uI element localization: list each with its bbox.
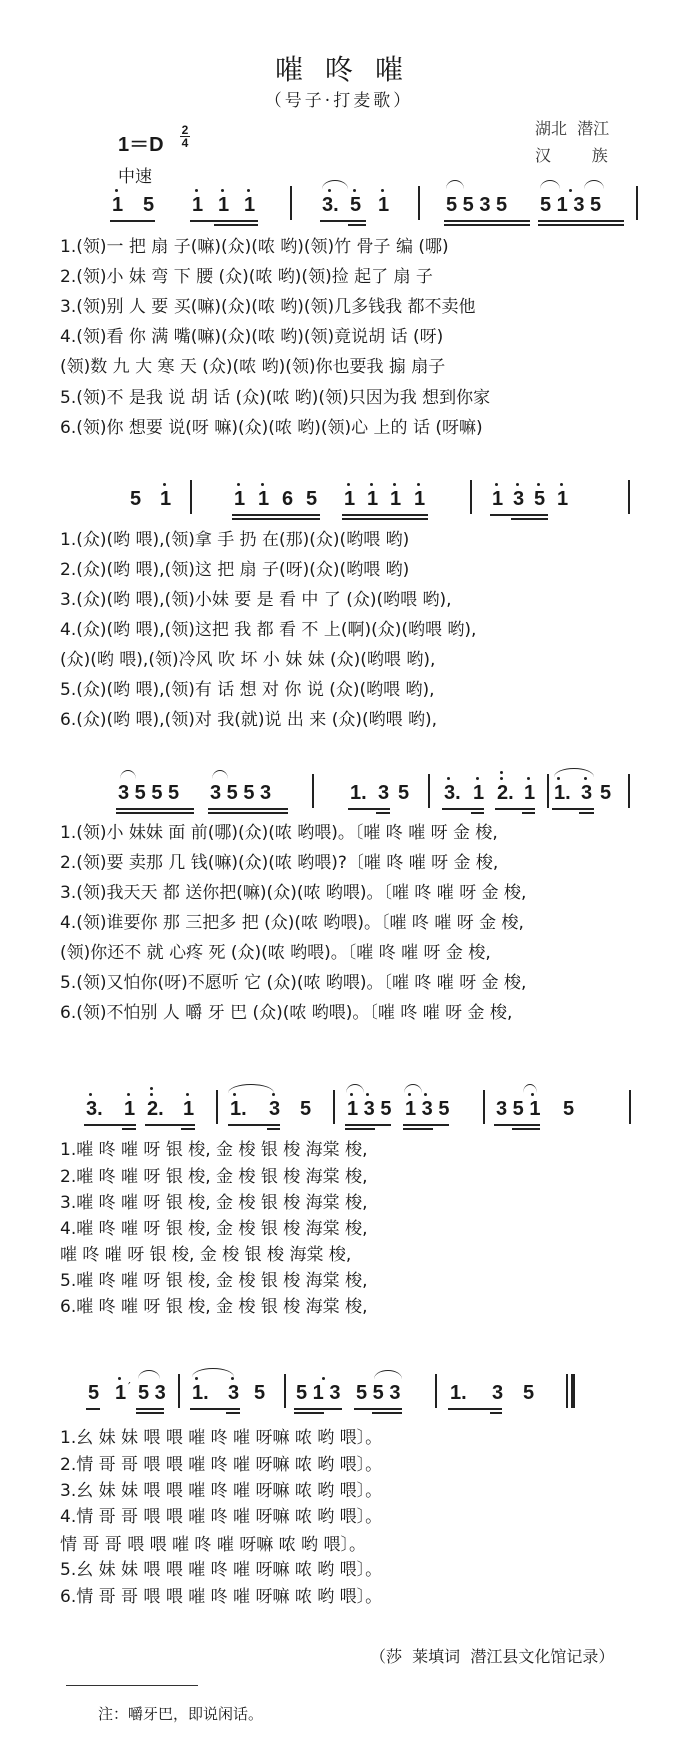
lyric-row: 4.(领)谁要你 那 三把多 把 (众)(哝 哟喂)。〔嗺 咚 嗺 呀 金 梭, (60, 913, 524, 933)
barline (216, 1090, 218, 1124)
barline (636, 186, 638, 220)
tempo-marking: 中速 (118, 167, 152, 187)
barline (628, 480, 630, 514)
lyric-row: (众)(哟 喂),(领)冷风 吹 坏 小 妹 妹 (众)(哟喂 哟), (60, 650, 436, 670)
lyric-row: (领)数 九 大 寒 天 (众)(哝 哟)(领)你也要我 搧 扇子 (60, 357, 446, 377)
barline (333, 1090, 335, 1124)
lyric-row: 4.嗺 咚 嗺 呀 银 梭, 金 梭 银 梭 海棠 梭, (60, 1219, 368, 1239)
lyric-row: 2.(众)(哟 喂),(领)这 把 扇 子(呀)(众)(哟喂 哟) (60, 560, 410, 580)
notation-line-1: 1 5 1 1 1 3. 5 1 5 5 3 5 5 1 3 5 (0, 194, 678, 234)
lyric-row: 1.(众)(哟 喂),(领)拿 手 扔 在(那)(众)(哟喂 哟) (60, 530, 410, 550)
barline (312, 774, 314, 808)
lyric-row: 3.(领)我天天 都 送你把(嘛)(众)(哝 哟喂)。〔嗺 咚 嗺 呀 金 梭, (60, 883, 527, 903)
notation-line-3: 3 5 5 5 3 5 5 3 1. 3 5 3. 1 2. 1 1. 3 5 (0, 782, 678, 822)
lyric-row: 3.嗺 咚 嗺 呀 银 梭, 金 梭 银 梭 海棠 梭, (60, 1193, 368, 1213)
lyric-row: 5.(领)又怕你(呀)不愿听 它 (众)(哝 哟喂)。〔嗺 咚 嗺 呀 金 梭, (60, 973, 527, 993)
footnote: 注：嚼牙巴，即说闲话。 (98, 1705, 264, 1723)
lyric-row: 5.(领)不 是我 说 胡 话 (众)(哝 哟)(领)只因为我 想到你家 (60, 388, 491, 408)
barline (428, 774, 430, 808)
lyric-row: 6.(领)不怕别 人 嚼 牙 巴 (众)(哝 哟喂)。〔嗺 咚 嗺 呀 金 梭, (60, 1003, 513, 1023)
barline (628, 774, 630, 808)
lyric-row: 2.(领)小 妹 弯 下 腰 (众)(哝 哟)(领)捡 起了 扇 子 (60, 267, 433, 287)
lyric-row: 1.幺 妹 妹 喂 喂 嗺 咚 嗺 呀嘛 哝 哟 喂〕。 (60, 1428, 383, 1448)
barline (470, 480, 472, 514)
lyric-row: 5.(众)(哟 喂),(领)有 话 想 对 你 说 (众)(哟喂 哟), (60, 680, 435, 700)
song-subtitle: （号子·打麦歌） (264, 91, 414, 111)
barline (178, 1374, 180, 1408)
lyric-row: 嗺 咚 嗺 呀 银 梭, 金 梭 银 梭 海棠 梭, (60, 1245, 352, 1265)
lyric-row: 6.情 哥 哥 喂 喂 嗺 咚 嗺 呀嘛 哝 哟 喂〕。 (60, 1587, 383, 1607)
lyric-row: 1.(领)一 把 扇 子(嘛)(众)(哝 哟)(领)竹 骨子 编 (哪) (60, 237, 449, 257)
lyric-row: 5.幺 妹 妹 喂 喂 嗺 咚 嗺 呀嘛 哝 哟 喂〕。 (60, 1560, 383, 1580)
notation-line-5: 5 1 ′ 5 3 1. 3 5 5 1 3 5 5 3 1. 3 5 (0, 1382, 678, 1422)
lyric-row: 1.(领)小 妹妹 面 前(哪)(众)(哝 哟喂)。〔嗺 咚 嗺 呀 金 梭, (60, 823, 498, 843)
lyric-row: 4.情 哥 哥 喂 喂 嗺 咚 嗺 呀嘛 哝 哟 喂〕。 (60, 1507, 383, 1527)
region-origin: 湖北 潜江 (535, 119, 610, 138)
lyric-row: (领)你还不 就 心疼 死 (众)(哝 哟喂)。〔嗺 咚 嗺 呀 金 梭, (60, 943, 491, 963)
barline (284, 1374, 286, 1408)
lyric-row: 6.(领)你 想要 说(呀 嘛)(众)(哝 哟)(领)心 上的 话 (呀嘛) (60, 418, 483, 438)
credit-line: （莎 莱填词 潜江县文化馆记录） (370, 1647, 615, 1666)
song-title: 嗺咚嗺 (274, 53, 425, 86)
lyric-row: 3.(领)别 人 要 买(嘛)(众)(哝 哟)(领)几多钱我 都不卖他 (60, 297, 476, 317)
notation-line-2: 5 1 1 1 6 5 1 1 1 1 1 3 5 1 (0, 488, 678, 528)
barline (418, 186, 420, 220)
lyric-row: 2.情 哥 哥 喂 喂 嗺 咚 嗺 呀嘛 哝 哟 喂〕。 (60, 1455, 383, 1475)
barline (190, 480, 192, 514)
lyric-row: 3.(众)(哟 喂),(领)小妹 要 是 看 中 了 (众)(哟喂 哟), (60, 590, 452, 610)
barline (629, 1090, 631, 1124)
lyric-row: 1.嗺 咚 嗺 呀 银 梭, 金 梭 银 梭 海棠 梭, (60, 1140, 368, 1160)
notation-line-4: 3. 1 2. 1 1. 3 5 1 3 5 1 3 5 3 5 1 5 (0, 1098, 678, 1138)
lyric-row: 6.(众)(哟 喂),(领)对 我(就)说 出 来 (众)(哟喂 哟), (60, 710, 438, 730)
final-barline (571, 1374, 575, 1408)
barline (547, 774, 549, 808)
barline (483, 1090, 485, 1124)
lyric-row: 6.嗺 咚 嗺 呀 银 梭, 金 梭 银 梭 海棠 梭, (60, 1297, 368, 1317)
lyric-row: 5.嗺 咚 嗺 呀 银 梭, 金 梭 银 梭 海棠 梭, (60, 1271, 368, 1291)
barline (435, 1374, 437, 1408)
lyric-row: 情 哥 哥 喂 喂 嗺 咚 嗺 呀嘛 哝 哟 喂〕。 (60, 1535, 366, 1555)
barline (566, 1374, 568, 1408)
footnote-divider (66, 1685, 198, 1686)
lyric-row: 2.嗺 咚 嗺 呀 银 梭, 金 梭 银 梭 海棠 梭, (60, 1167, 368, 1187)
lyric-row: 2.(领)要 卖那 几 钱(嘛)(众)(哝 哟喂)?〔嗺 咚 嗺 呀 金 梭, (60, 853, 499, 873)
lyric-row: 3.幺 妹 妹 喂 喂 嗺 咚 嗺 呀嘛 哝 哟 喂〕。 (60, 1481, 383, 1501)
ethnic-group: 汉 族 (535, 146, 608, 165)
key-signature: 1＝D (118, 134, 164, 156)
time-signature: 2 4 (181, 123, 189, 150)
lyric-row: 4.(众)(哟 喂),(领)这把 我 都 看 不 上(啊)(众)(哟喂 哟), (60, 620, 477, 640)
lyric-row: 4.(领)看 你 满 嘴(嘛)(众)(哝 哟)(领)竟说胡 话 (呀) (60, 327, 444, 347)
barline (290, 186, 292, 220)
